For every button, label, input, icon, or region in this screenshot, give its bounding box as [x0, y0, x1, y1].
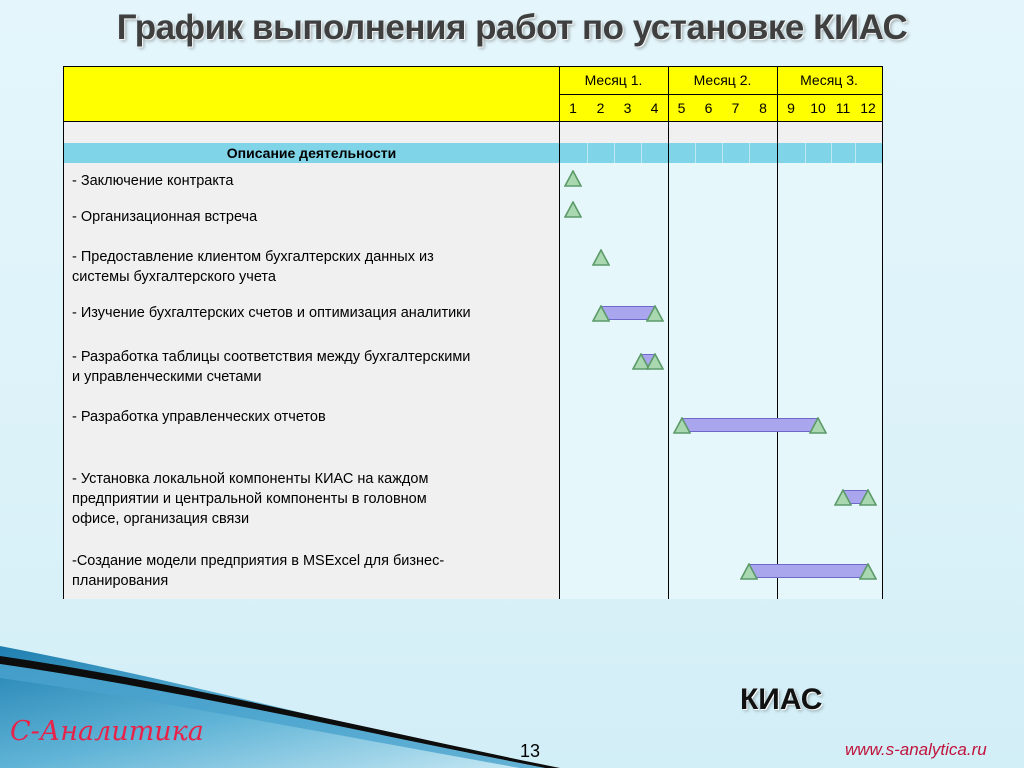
- task-description: [72, 303, 552, 323]
- month-divider-2: [777, 67, 778, 599]
- week-label: 12: [860, 100, 876, 116]
- week-divider: [831, 143, 832, 163]
- milestone-triangle-icon: [592, 249, 610, 266]
- milestone-triangle-icon: [859, 489, 877, 506]
- week-label: 11: [835, 100, 851, 116]
- week-label: 3: [623, 100, 632, 116]
- week-label: 9: [787, 100, 795, 116]
- header-divider: [559, 94, 882, 95]
- gantt-table: [63, 66, 883, 599]
- week-divider: [641, 143, 642, 163]
- task-line: системы бухгалтерского учета: [72, 269, 276, 285]
- task-line: - Установка локальной компоненты КИАС на каждом: [72, 471, 429, 487]
- milestone-triangle-icon: [592, 305, 610, 322]
- task-line: - Предоставление клиентом бухгалтерских данных из: [72, 249, 434, 265]
- week-divider: [805, 143, 806, 163]
- week-divider: [855, 143, 856, 163]
- task-description: [72, 247, 552, 287]
- task-description: [72, 347, 552, 387]
- milestone-triangle-icon: [809, 417, 827, 434]
- header-bottom: [64, 121, 882, 122]
- month-divider-1: [668, 67, 669, 599]
- month-label: Месяц 1.: [584, 72, 643, 88]
- description-header: Описание деятельности: [226, 145, 397, 161]
- page-title: График выполнения работ по установке КИАС: [116, 8, 908, 47]
- task-line: - Изучение бухгалтерских счетов и оптимизация аналитики: [72, 305, 471, 321]
- week-divider: [587, 143, 588, 163]
- week-label: 5: [677, 100, 686, 116]
- task-line: офисе, организация связи: [72, 511, 250, 527]
- task-line: - Разработка таблицы соответствия между бухгалтерскими: [72, 349, 471, 365]
- task-bar: [682, 418, 819, 432]
- task-line: предприятии и центральной компоненты в головном: [72, 491, 427, 507]
- week-label: 2: [596, 100, 605, 116]
- milestone-triangle-icon: [673, 417, 691, 434]
- week-label: 1: [569, 100, 577, 116]
- task-line: - Заключение контракта: [72, 173, 234, 189]
- week-label: 4: [650, 100, 659, 116]
- milestone-triangle-icon: [564, 201, 582, 218]
- milestone-triangle-icon: [859, 563, 877, 580]
- task-description: [72, 207, 552, 227]
- week-label: 7: [731, 100, 740, 116]
- month-label: Месяц 3.: [800, 72, 858, 88]
- website-link[interactable]: www.s-analytica.ru: [845, 740, 987, 759]
- task-description: [72, 407, 552, 427]
- milestone-triangle-icon: [740, 563, 758, 580]
- week-divider: [614, 143, 615, 163]
- brand-label: КИАС: [740, 683, 823, 716]
- task-line: - Разработка управленческих отчетов: [72, 409, 326, 425]
- milestone-triangle-icon: [646, 305, 664, 322]
- task-line: и управленческими счетами: [72, 369, 262, 385]
- milestone-triangle-icon: [646, 353, 664, 370]
- company-logo: С-Аналитика: [10, 716, 204, 747]
- task-description: [72, 171, 552, 191]
- week-divider: [695, 143, 696, 163]
- week-divider: [722, 143, 723, 163]
- month-label: Месяц 2.: [693, 72, 752, 88]
- task-line: -Создание модели предприятия в MSExcel для бизнес-: [72, 553, 445, 569]
- task-description: [72, 469, 552, 529]
- task-line: планирования: [72, 573, 169, 589]
- task-line: - Организационная встреча: [72, 209, 258, 225]
- task-bar: [749, 564, 868, 578]
- page-number: 13: [519, 741, 541, 761]
- timeline-area: [559, 163, 882, 599]
- milestone-triangle-icon: [564, 170, 582, 187]
- week-label: 10: [810, 100, 826, 116]
- week-label: 8: [759, 100, 767, 116]
- week-divider: [749, 143, 750, 163]
- description-divider: [559, 67, 560, 599]
- task-description: [72, 551, 552, 591]
- milestone-triangle-icon: [834, 489, 852, 506]
- week-label: 6: [704, 100, 713, 116]
